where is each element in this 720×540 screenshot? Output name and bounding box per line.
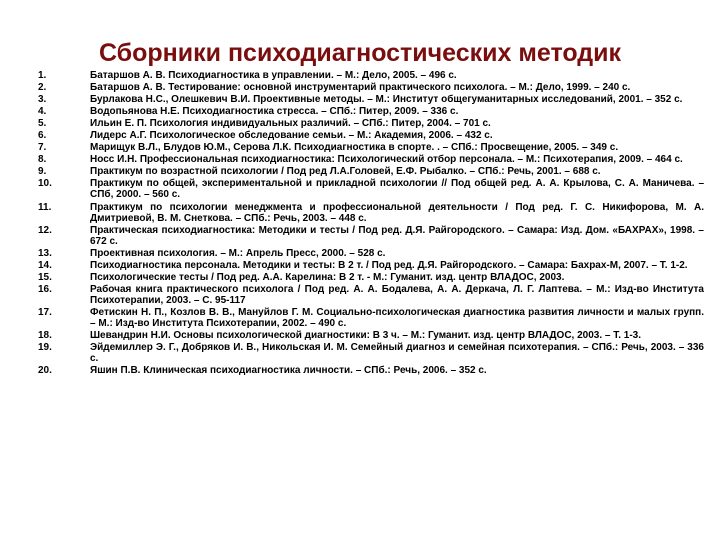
item-text: Водопьянова Н.Е. Психодиагностика стресса. – СПб.: Питер, 2009. – 336 с. (90, 106, 459, 118)
list-item (38, 106, 704, 117)
item-text: Марищук В.Л., Блудов Ю.М., Серова Л.К. Психодиагностика в спорте. . – СПб.: Просвещение, 2005. – 349 с. (90, 142, 619, 154)
item-text: Яшин П.В. Клиническая психодиагностика личности. – СПб.: Речь, 2006. – 352 с. (90, 365, 487, 377)
item-number: 19. (38, 342, 52, 354)
item-number: 14. (38, 259, 52, 271)
item-text: Практикум по возрастной психологии / Под ред Л.А.Головей, Е.Ф. Рыбалко. – СПб.: Речь, 2001. – 688 с. (90, 166, 601, 178)
list-item (38, 166, 704, 177)
list-item (38, 248, 704, 259)
list-item (38, 272, 704, 283)
item-number: 11. (38, 201, 52, 213)
list-item (38, 154, 704, 165)
item-text: Рабочая книга практического психолога / Под ред. А. А. Бодалева, А. А. Деркача, Л. Г. Лаптева. – М.: Изд-во Института Психотерапии, 2003. – С. 95-117 (90, 283, 704, 306)
item-number: 17. (38, 306, 52, 318)
item-text: Практикум по психологии менеджмента и профессиональной деятельности / Под ред. Г. С. Никифорова, М. А. Дмитриевой, В. М. Снеткова. – СПб.: Речь, 2003. – 448 с. (90, 201, 704, 224)
list-item (38, 260, 704, 271)
list-item (38, 94, 704, 105)
item-number: 18. (38, 330, 52, 342)
list-item (38, 330, 704, 341)
list-item (38, 225, 704, 247)
item-text: Эйдемиллер Э. Г., Добряков И. В., Никольская И. М. Семейный диагноз и семейная психотерапия. – СПб.: Речь, 2003. – 336 с. (90, 342, 704, 365)
list-item (38, 118, 704, 129)
item-text: Практикум по общей, экспериментальной и прикладной психологии // Под общей ред. А. А. Крылова, С. А. Маничева. – СПб, 2000. – 560 с. (90, 178, 704, 201)
item-text: Проективная психология. – М.: Апрель Пресс, 2000. – 528 с. (90, 247, 386, 259)
item-number: 5. (38, 118, 47, 130)
item-number: 16. (38, 283, 52, 295)
page-title: Сборники психодиагностических методик (98, 38, 622, 67)
list-item (38, 202, 704, 224)
item-number: 1. (38, 70, 47, 81)
list-item (38, 82, 704, 93)
list-item (38, 284, 704, 306)
item-text: Практическая психодиагностика: Методики и тесты / Под ред. Д.Я. Райгородского. – Самара: Изд. Дом. «БАХРАХ», 1998. – 672 с. (90, 224, 704, 247)
list-item (38, 130, 704, 141)
reference-list (38, 70, 704, 377)
item-text: Батаршов А. В. Тестирование: основной инструментарий практического психолога. – М.: Дело, 1999. – 240 с. (90, 82, 631, 94)
item-number: 20. (38, 365, 52, 377)
item-text: Бурлакова Н.С., Олешкевич В.И. Проективные методы. – М.: Институт общегуманитарных исследований, 2001. – 352 с. (90, 94, 683, 106)
item-number: 2. (38, 82, 47, 94)
item-text: Носс И.Н. Профессиональная психодиагностика: Психологический отбор персонала. – М.: Психотерапия, 2009. – 464 с. (90, 154, 683, 166)
item-text: Фетискин Н. П., Козлов В. В., Мануйлов Г. М. Социально-психологическая диагностика развития личности и малых групп. – М.: Изд-во Института Психотерапии, 2002. – 490 с. (90, 306, 704, 329)
item-text: Психологические тесты / Под ред. А.А. Карелина: В 2 т. - М.: Гуманит. изд. центр ВЛАДОС, 2003. (90, 271, 565, 283)
item-number: 7. (38, 142, 47, 154)
item-text: Шевандрин Н.И. Основы психологической диагностики: В 3 ч. – М.: Гуманит. изд. центр ВЛАДОС, 2003. – Т. 1-3. (90, 330, 642, 342)
item-number: 3. (38, 94, 47, 106)
list-item (38, 142, 704, 153)
item-number: 12. (38, 224, 52, 236)
item-number: 4. (38, 106, 47, 118)
list-item (38, 307, 704, 329)
list-item (38, 365, 704, 376)
item-text: Батаршов А. В. Психодиагностика в управлении. – М.: Дело, 2005. – 496 с. (90, 70, 457, 81)
item-number: 8. (38, 154, 47, 166)
list-item (38, 70, 704, 81)
item-number: 13. (38, 247, 52, 259)
list-item (38, 342, 704, 364)
item-number: 6. (38, 130, 47, 142)
item-number: 10. (38, 178, 52, 190)
item-text: Лидерс А.Г. Психологическое обследование семьи. – М.: Академия, 2006. – 432 с. (90, 130, 493, 142)
item-text: Ильин Е. П. Психология индивидуальных различий. – СПб.: Питер, 2004. – 701 с. (90, 118, 491, 130)
list-item (38, 178, 704, 200)
item-number: 15. (38, 271, 52, 283)
item-number: 9. (38, 166, 47, 178)
item-text: Психодиагностика персонала. Методики и тесты: В 2 т. / Под ред. Д.Я. Райгородского. – Самара: Бахрах-М, 2007. – Т. 1-2. (90, 259, 688, 271)
